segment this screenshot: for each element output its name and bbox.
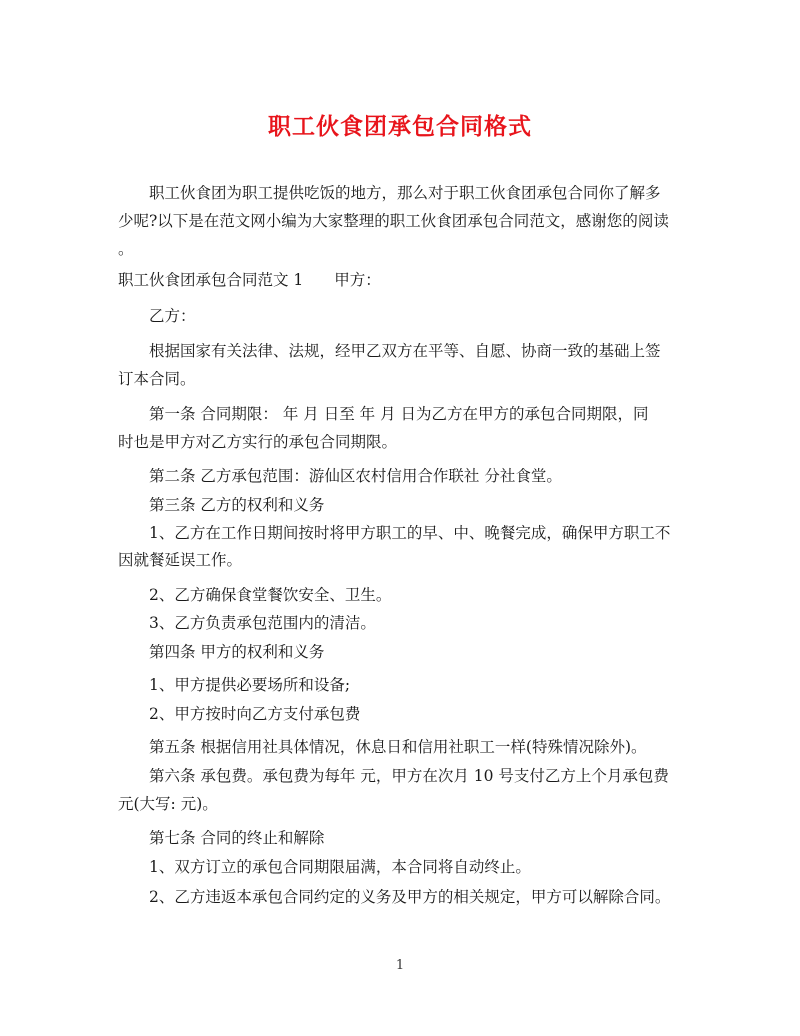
document-title: 职工伙食团承包合同格式 [268, 113, 532, 140]
paragraph-line: 1、双方订立的承包合同期限届满，本合同将自动终止。 [149, 858, 531, 876]
paragraph-line: 。 [118, 240, 134, 258]
paragraph-line: 第五条 根据信用社具体情况，休息日和信用社职工一样(特殊情况除外)。 [149, 738, 647, 756]
paragraph-line: 第二条 乙方承包范围：游仙区农村信用合作联社 分社食堂。 [149, 467, 562, 485]
paragraph-line: 第一条 合同期限： 年 月 日至 年 月 日为乙方在甲方的承包合同期限，同 [149, 405, 649, 423]
section-heading: 第七条 合同的终止和解除 [149, 829, 325, 847]
paragraph-line: 职工伙食团承包合同范文 1 甲方： [118, 271, 381, 289]
paragraph-line: 乙方： [149, 307, 196, 325]
paragraph-line: 时也是甲方对乙方实行的承包合同期限。 [118, 433, 398, 451]
paragraph-line: 职工伙食团为职工提供吃饭的地方，那么对于职工伙食团承包合同你了解多 [149, 184, 661, 202]
paragraph-line: 元(大写: 元)。 [118, 795, 218, 813]
paragraph-line: 订本合同。 [118, 370, 196, 388]
section-heading: 第四条 甲方的权利和义务 [149, 643, 325, 661]
paragraph-line: 1、乙方在工作日期间按时将甲方职工的早、中、晚餐完成，确保甲方职工不 [149, 524, 671, 542]
paragraph-line: 2、乙方确保食堂餐饮安全、卫生。 [149, 586, 392, 604]
paragraph-line: 根据国家有关法律、法规，经甲乙双方在平等、自愿、协商一致的基础上签 [149, 342, 661, 360]
paragraph-line: 1、甲方提供必要场所和设备; [149, 676, 351, 694]
paragraph-line: 因就餐延误工作。 [118, 551, 243, 569]
page-number: 1 [395, 958, 405, 973]
paragraph-line: 2、甲方按时向乙方支付承包费 [149, 705, 361, 723]
paragraph-line: 3、乙方负责承包范围内的清洁。 [149, 614, 376, 632]
paragraph-line: 少呢?以下是在范文网小编为大家整理的职工伙食团承包合同范文，感谢您的阅读 [118, 212, 669, 230]
paragraph-line: 第六条 承包费。承包费为每年 元，甲方在次月 10 号支付乙方上个月承包费 [149, 767, 669, 785]
paragraph-line: 2、乙方违返本承包合同约定的义务及甲方的相关规定，甲方可以解除合同。 [149, 888, 671, 906]
section-heading: 第三条 乙方的权利和义务 [149, 496, 325, 514]
